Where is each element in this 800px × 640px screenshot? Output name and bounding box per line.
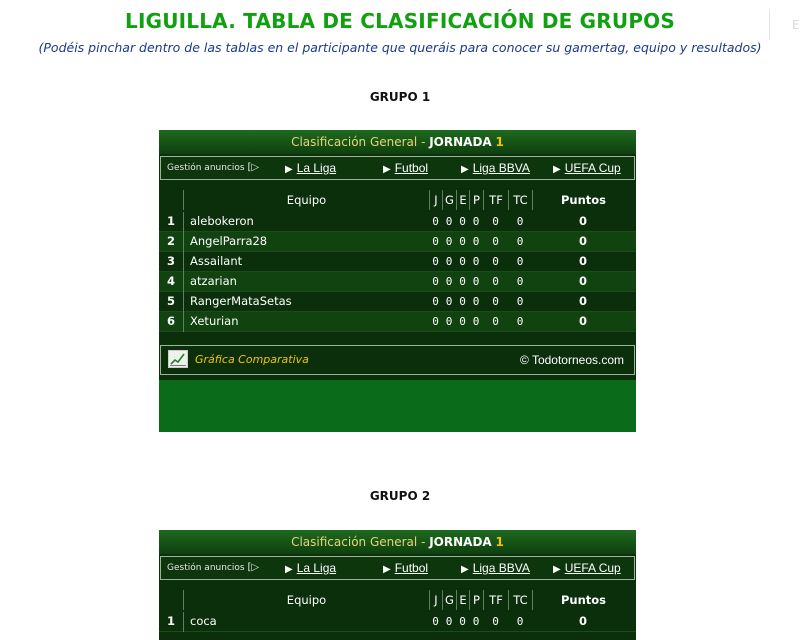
corner-box: E	[769, 10, 800, 40]
table-row[interactable]	[159, 312, 636, 332]
cell-tc: 0	[516, 235, 524, 248]
col-equipo: Equipo	[183, 190, 429, 210]
cell-g: 0	[445, 315, 453, 328]
page-subtitle: (Podéis pinchar dentro de las tablas en el participante que queráis para conocer su gamertag, equipo y resultados)	[38, 40, 762, 55]
row-position: 2	[166, 234, 175, 248]
ad-link-futbol[interactable]: ▶ Futbol	[383, 157, 428, 181]
cell-g: 0	[445, 255, 453, 268]
cell-e: 0	[459, 255, 466, 268]
ad-link-uefa-cup[interactable]: ▶ UEFA Cup	[553, 157, 621, 181]
ad-link-futbol[interactable]: ▶ Futbol	[383, 557, 428, 581]
ad-link-uefa-cup[interactable]: ▶ UEFA Cup	[553, 557, 621, 581]
ad-management-label[interactable]: Gestión anuncios [▷	[167, 162, 260, 173]
col-tf: TF	[483, 190, 508, 210]
table-row[interactable]	[159, 232, 636, 252]
cell-e: 0	[459, 295, 466, 308]
row-position: 1	[166, 614, 175, 628]
participant-name[interactable]: coca	[183, 612, 423, 632]
play-triangle-icon: ▶	[285, 164, 293, 175]
cell-g: 0	[445, 295, 453, 308]
column-header-row	[159, 590, 636, 610]
cell-e: 0	[459, 235, 466, 248]
ad-banner-area	[159, 380, 636, 432]
col-tc: TC	[508, 190, 532, 210]
row-position: 4	[166, 274, 175, 288]
row-position: 1	[166, 214, 175, 228]
table-row[interactable]	[159, 212, 636, 232]
column-header-row	[159, 190, 636, 210]
cell-tf: 0	[492, 235, 499, 248]
comparative-chart-link[interactable]: Gráfica Comparativa	[195, 353, 309, 366]
cell-tf: 0	[492, 295, 499, 308]
cell-j: 0	[432, 615, 439, 628]
cell-j: 0	[432, 215, 439, 228]
standings-table	[159, 530, 636, 640]
col-equipo: Equipo	[183, 590, 429, 610]
col-tc: TC	[508, 590, 532, 610]
cell-p: 0	[472, 615, 480, 628]
col-e: E	[456, 190, 469, 210]
cell-p: 0	[472, 275, 480, 288]
cell-j: 0	[432, 295, 439, 308]
participant-name[interactable]: alebokeron	[183, 212, 423, 232]
ad-link-liga-bbva[interactable]: ▶ Liga BBVA	[461, 157, 530, 181]
cell-tc: 0	[516, 315, 524, 328]
cell-puntos: 0	[578, 294, 587, 308]
participant-name[interactable]: Xeturian	[183, 312, 423, 332]
participant-name[interactable]: RangerMataSetas	[183, 292, 423, 312]
cell-tf: 0	[492, 275, 499, 288]
cell-tc: 0	[516, 295, 524, 308]
col-j: J	[429, 590, 442, 610]
play-triangle-icon: ▶	[461, 564, 469, 575]
jornada-label: JORNADA	[429, 535, 492, 549]
jornada-number: 1	[495, 135, 504, 149]
cell-p: 0	[472, 215, 480, 228]
cell-e: 0	[459, 615, 466, 628]
page-title: LIGUILLA. TABLA DE CLASIFICACIÓN DE GRUPOS	[125, 9, 675, 33]
jornada-label: JORNADA	[429, 135, 492, 149]
cell-e: 0	[459, 315, 466, 328]
cell-tc: 0	[516, 615, 524, 628]
standings-rows	[159, 212, 636, 332]
ad-link-liga-bbva[interactable]: ▶ Liga BBVA	[461, 557, 530, 581]
cell-j: 0	[432, 255, 439, 268]
cell-puntos: 0	[578, 214, 587, 228]
col-j: J	[429, 190, 442, 210]
play-triangle-icon: ▶	[383, 164, 391, 175]
table-row[interactable]	[159, 252, 636, 272]
cell-tf: 0	[492, 315, 499, 328]
cell-puntos: 0	[578, 274, 587, 288]
cell-tf: 0	[492, 215, 499, 228]
col-p: P	[469, 190, 483, 210]
group-heading: GRUPO 2	[369, 489, 431, 503]
cell-tf: 0	[492, 615, 499, 628]
copyright: © Todotorneos.com	[519, 353, 624, 367]
table-title-bar: Clasificación General - JORNADA 1	[159, 530, 636, 554]
play-triangle-icon: ▶	[553, 164, 561, 175]
cell-g: 0	[445, 275, 453, 288]
participant-name[interactable]: Assailant	[183, 252, 423, 272]
table-row[interactable]	[159, 292, 636, 312]
cell-puntos: 0	[578, 234, 587, 248]
cell-tc: 0	[516, 255, 524, 268]
standings-rows	[159, 612, 636, 632]
ad-link-la-liga[interactable]: ▶ La Liga	[285, 157, 336, 181]
table-footer	[160, 345, 635, 375]
participant-name[interactable]: atzarian	[183, 272, 423, 292]
play-triangle-icon: ▶	[285, 564, 293, 575]
row-position: 5	[166, 294, 175, 308]
cell-p: 0	[472, 315, 480, 328]
play-triangle-icon: ▶	[553, 564, 561, 575]
ad-row	[160, 156, 635, 180]
cell-j: 0	[432, 315, 439, 328]
cell-g: 0	[445, 215, 453, 228]
col-g: G	[442, 590, 456, 610]
cell-j: 0	[432, 235, 439, 248]
cell-tc: 0	[516, 215, 524, 228]
table-row[interactable]	[159, 612, 636, 632]
cell-j: 0	[432, 275, 439, 288]
cell-puntos: 0	[578, 254, 587, 268]
table-title: Clasificación General	[291, 135, 418, 149]
ad-row	[160, 556, 635, 580]
play-triangle-icon: ▶	[461, 164, 469, 175]
chart-icon[interactable]	[168, 350, 188, 368]
ad-management-label[interactable]: Gestión anuncios [▷	[167, 562, 260, 573]
standings-table	[159, 130, 636, 432]
ad-choice-icon: [▷	[247, 162, 260, 173]
jornada-number: 1	[495, 535, 504, 549]
col-g: G	[442, 190, 456, 210]
cell-e: 0	[459, 215, 466, 228]
cell-puntos: 0	[578, 614, 587, 628]
cell-p: 0	[472, 295, 480, 308]
col-puntos: Puntos	[532, 190, 634, 210]
col-e: E	[456, 590, 469, 610]
table-title-bar: Clasificación General - JORNADA 1	[159, 130, 636, 154]
cell-p: 0	[472, 255, 480, 268]
ad-link-la-liga[interactable]: ▶ La Liga	[285, 557, 336, 581]
cell-tf: 0	[492, 255, 499, 268]
table-row[interactable]	[159, 272, 636, 292]
table-title: Clasificación General	[291, 535, 418, 549]
cell-g: 0	[445, 235, 453, 248]
cell-tc: 0	[516, 275, 524, 288]
participant-name[interactable]: AngelParra28	[183, 232, 423, 252]
col-p: P	[469, 590, 483, 610]
row-position: 6	[166, 314, 175, 328]
cell-g: 0	[445, 615, 453, 628]
ad-choice-icon: [▷	[247, 562, 260, 573]
cell-puntos: 0	[578, 314, 587, 328]
cell-e: 0	[459, 275, 466, 288]
row-position: 3	[166, 254, 175, 268]
cell-p: 0	[472, 235, 480, 248]
col-puntos: Puntos	[532, 590, 634, 610]
col-tf: TF	[483, 590, 508, 610]
play-triangle-icon: ▶	[383, 564, 391, 575]
group-heading: GRUPO 1	[369, 90, 431, 104]
